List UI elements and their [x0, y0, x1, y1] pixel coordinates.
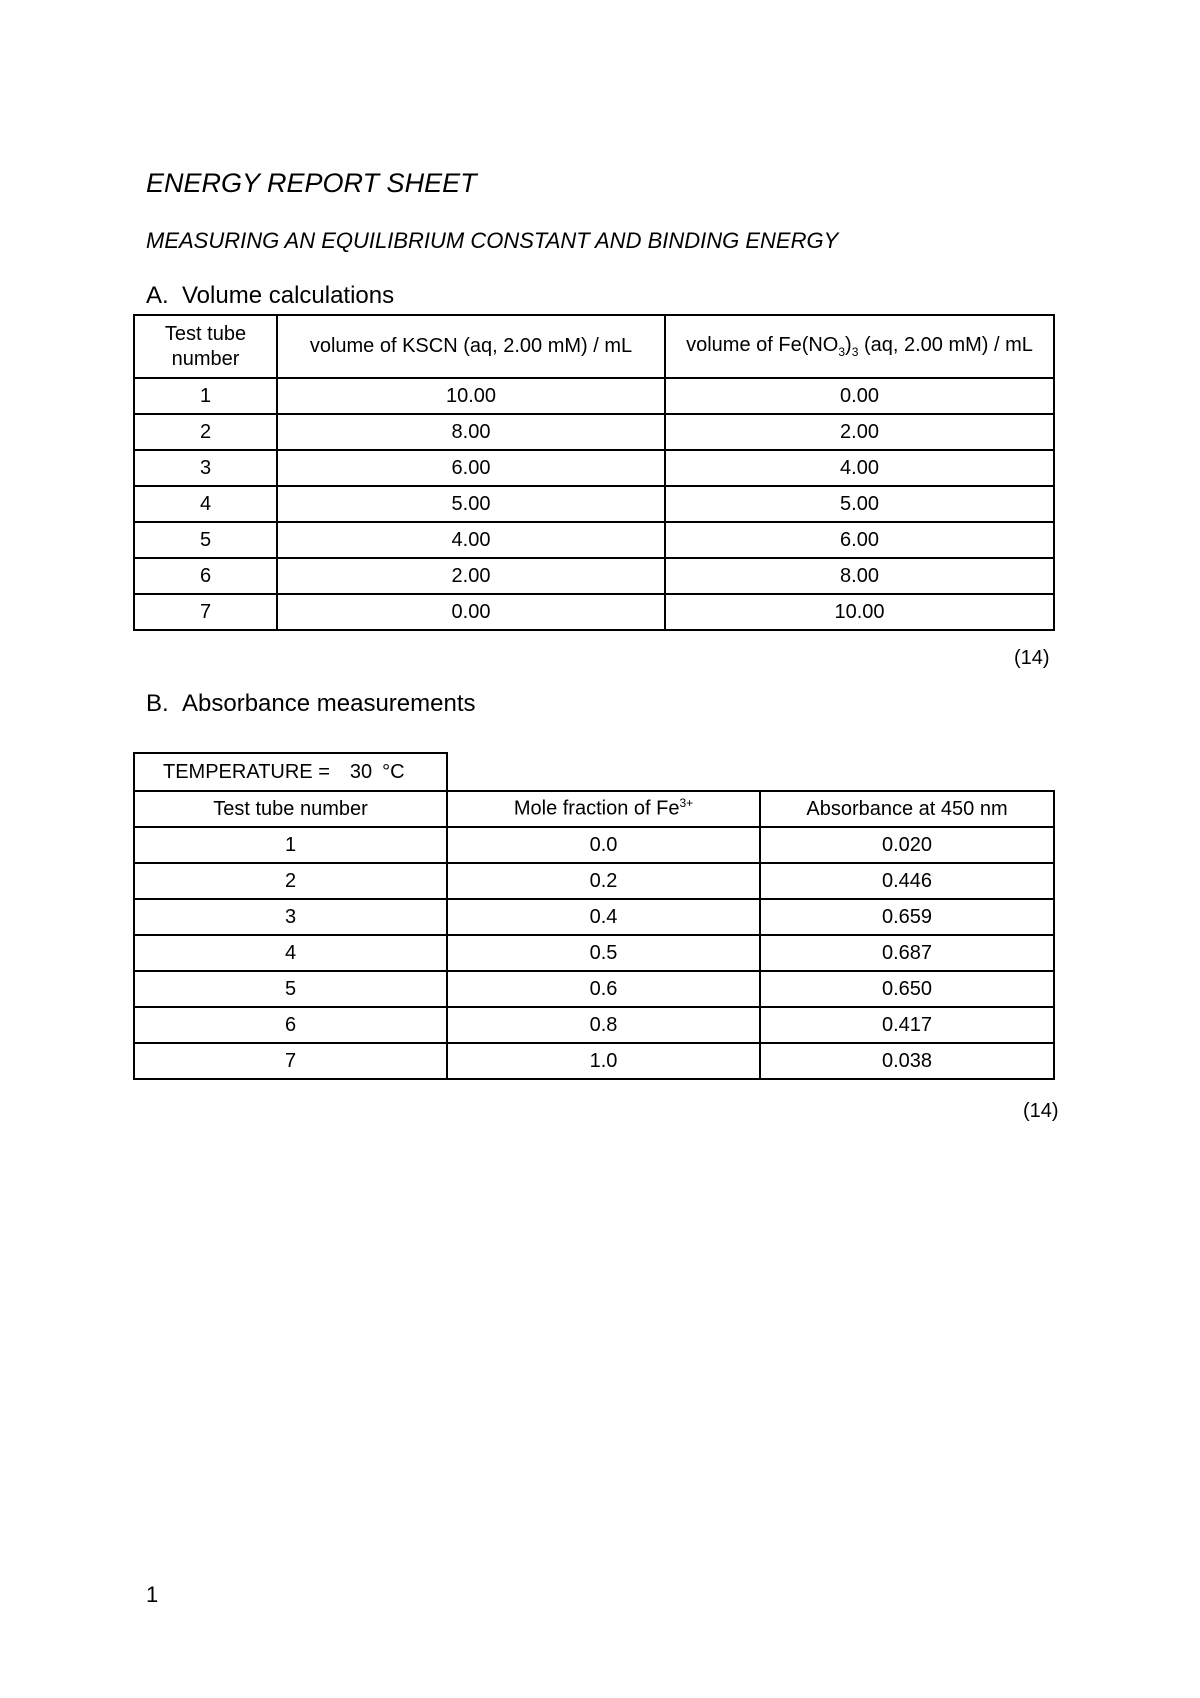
cell-mole-fraction: 0.6 — [447, 971, 760, 1007]
page-number: 1 — [146, 1582, 159, 1607]
cell-tube: 2 — [134, 863, 447, 899]
cell-kscn: 2.00 — [277, 558, 665, 594]
volume-table-row — [134, 522, 1054, 558]
absorbance-table-row — [134, 1043, 1054, 1079]
absorbance-table-row — [134, 1007, 1054, 1043]
section-a-marks: (14) — [1014, 647, 1050, 669]
cell-tube: 4 — [134, 935, 447, 971]
cell-tube: 2 — [134, 414, 277, 450]
cell-fe: 4.00 — [665, 450, 1054, 486]
cell-tube: 7 — [134, 594, 277, 630]
absorbance-table-row — [134, 899, 1054, 935]
volume-table-header-row — [134, 315, 1054, 378]
temperature-row-spacer — [447, 753, 1054, 791]
cell-fe: 8.00 — [665, 558, 1054, 594]
header-absorbance: Absorbance at 450 nm — [760, 791, 1054, 827]
cell-tube: 6 — [134, 1007, 447, 1043]
cell-fe: 2.00 — [665, 414, 1054, 450]
cell-absorbance: 0.417 — [760, 1007, 1054, 1043]
cell-kscn: 0.00 — [277, 594, 665, 630]
cell-kscn: 10.00 — [277, 378, 665, 414]
cell-tube: 1 — [134, 378, 277, 414]
section-b-letter: B. — [146, 690, 169, 717]
temperature-value: 30 — [349, 760, 373, 783]
temperature-row — [134, 753, 1054, 791]
cell-mole-fraction: 0.0 — [447, 827, 760, 863]
header-kscn-volume: volume of KSCN (aq, 2.00 mM) / mL — [277, 315, 665, 378]
cell-tube: 5 — [134, 971, 447, 1007]
header-test-tube-number: Test tube number — [134, 315, 277, 378]
absorbance-table-row — [134, 827, 1054, 863]
volume-table-row — [134, 486, 1054, 522]
section-b-heading — [146, 690, 475, 718]
cell-kscn: 8.00 — [277, 414, 665, 450]
cell-mole-fraction: 0.5 — [447, 935, 760, 971]
absorbance-table — [133, 752, 1055, 1080]
document-title: ENERGY REPORT SHEET — [146, 168, 477, 198]
cell-tube: 1 — [134, 827, 447, 863]
cell-fe: 5.00 — [665, 486, 1054, 522]
temperature-label: TEMPERATURE = — [163, 760, 330, 783]
cell-absorbance: 0.038 — [760, 1043, 1054, 1079]
cell-kscn: 4.00 — [277, 522, 665, 558]
section-b-marks: (14) — [1023, 1100, 1059, 1122]
section-b-title: Absorbance measurements — [182, 690, 476, 717]
cell-mole-fraction: 0.2 — [447, 863, 760, 899]
section-a-letter: A. — [146, 282, 169, 309]
cell-kscn: 5.00 — [277, 486, 665, 522]
absorbance-table-row — [134, 863, 1054, 899]
cell-tube: 5 — [134, 522, 277, 558]
cell-absorbance: 0.659 — [760, 899, 1054, 935]
header-test-tube-number-b: Test tube number — [134, 791, 447, 827]
cell-absorbance: 0.020 — [760, 827, 1054, 863]
absorbance-table-header-row — [134, 791, 1054, 827]
cell-mole-fraction: 0.8 — [447, 1007, 760, 1043]
cell-fe: 6.00 — [665, 522, 1054, 558]
header-mole-fraction: Mole fraction of $Fe^{3+}$ — [447, 791, 760, 827]
volume-table-row — [134, 558, 1054, 594]
cell-tube: 4 — [134, 486, 277, 522]
header-fe-volume: volume of $Fe(NO_3)_3$ (aq, 2.00 mM) / mL — [665, 315, 1054, 378]
absorbance-table-row — [134, 971, 1054, 1007]
temperature-unit: °C — [382, 760, 405, 783]
volume-table-row — [134, 414, 1054, 450]
volume-table-row — [134, 594, 1054, 630]
document-subtitle: MEASURING AN EQUILIBRIUM CONSTANT AND BINDING ENERGY — [146, 228, 839, 253]
cell-tube: 7 — [134, 1043, 447, 1079]
cell-tube: 3 — [134, 450, 277, 486]
cell-tube: 6 — [134, 558, 277, 594]
absorbance-table-row — [134, 935, 1054, 971]
temperature-cell — [134, 753, 447, 791]
cell-kscn: 6.00 — [277, 450, 665, 486]
volume-table-row — [134, 378, 1054, 414]
section-a-heading — [146, 282, 394, 310]
section-a-title: Volume calculations — [182, 282, 395, 309]
cell-absorbance: 0.650 — [760, 971, 1054, 1007]
volume-table-row — [134, 450, 1054, 486]
cell-fe: 0.00 — [665, 378, 1054, 414]
cell-mole-fraction: 1.0 — [447, 1043, 760, 1079]
cell-absorbance: 0.687 — [760, 935, 1054, 971]
cell-tube: 3 — [134, 899, 447, 935]
volume-table — [133, 314, 1055, 631]
cell-mole-fraction: 0.4 — [447, 899, 760, 935]
cell-absorbance: 0.446 — [760, 863, 1054, 899]
cell-fe: 10.00 — [665, 594, 1054, 630]
